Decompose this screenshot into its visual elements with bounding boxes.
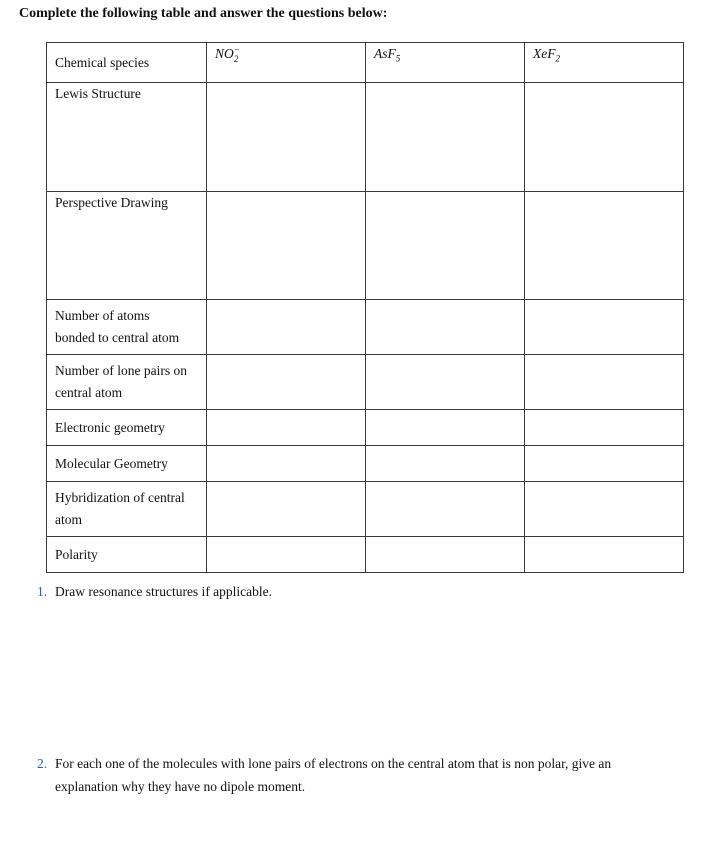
answer-cell[interactable] — [525, 355, 684, 410]
row-label-cell — [47, 446, 207, 482]
answer-cell[interactable] — [207, 410, 366, 446]
row-label-line2: bonded to central atom — [55, 330, 180, 345]
row-label-cell — [47, 83, 207, 192]
table-row-electronic-geometry — [47, 410, 684, 446]
species-xef2-cell — [525, 43, 684, 83]
answer-cell[interactable] — [366, 410, 525, 446]
header-label: Chemical species — [55, 54, 150, 70]
row-label-line1: Number of atoms — [55, 308, 150, 323]
row-label: Molecular Geometry — [55, 455, 168, 471]
answer-cell[interactable] — [207, 537, 366, 573]
chemistry-table — [46, 42, 684, 573]
answer-cell[interactable] — [525, 83, 684, 192]
table-row-lewis — [47, 83, 684, 192]
answer-cell[interactable] — [207, 482, 366, 537]
question-1-text: Draw resonance structures if applicable. — [55, 584, 273, 599]
answer-cell[interactable] — [366, 446, 525, 482]
answer-cell[interactable] — [366, 482, 525, 537]
row-label-cell — [47, 410, 207, 446]
answer-cell[interactable] — [207, 300, 366, 355]
table-row-molecular-geometry — [47, 446, 684, 482]
row-label: Polarity — [55, 546, 98, 562]
row-label-line1: Hybridization of central — [55, 490, 185, 505]
header-row — [47, 43, 684, 83]
page-heading: Complete the following table and answer the questions below: — [19, 6, 388, 21]
row-label-cell — [47, 537, 207, 573]
answer-cell[interactable] — [207, 83, 366, 192]
answer-cell[interactable] — [525, 446, 684, 482]
answer-cell[interactable] — [366, 83, 525, 192]
question-2-number: 2. — [37, 756, 48, 771]
species-asf5-formula: AsF$_5$ — [374, 46, 401, 64]
row-label-cell — [47, 355, 207, 410]
header-label-cell — [47, 43, 207, 83]
table-row-hybridization — [47, 482, 684, 537]
species-asf5-cell — [366, 43, 525, 83]
table-row-perspective — [47, 192, 684, 300]
question-1 — [37, 580, 272, 603]
row-label-line1: Number of lone pairs on — [55, 363, 187, 378]
answer-cell[interactable] — [366, 192, 525, 300]
answer-cell[interactable] — [366, 355, 525, 410]
answer-cell[interactable] — [525, 410, 684, 446]
table-row-polarity — [47, 537, 684, 573]
question-1-number: 1. — [37, 584, 48, 599]
question-2 — [37, 752, 707, 798]
row-label-cell — [47, 192, 207, 300]
answer-cell[interactable] — [207, 355, 366, 410]
row-label-cell — [47, 482, 207, 537]
species-no2-cell — [207, 43, 366, 83]
question-2-text-line2: explanation why they have no dipole moment. — [55, 779, 306, 794]
row-label: Lewis Structure — [55, 86, 141, 101]
answer-cell[interactable] — [207, 446, 366, 482]
table-row-atoms-bonded — [47, 300, 684, 355]
answer-cell[interactable] — [525, 537, 684, 573]
row-label: Electronic geometry — [55, 419, 165, 435]
answer-cell[interactable] — [207, 192, 366, 300]
species-no2-formula: $NO^-_2$ — [215, 44, 240, 64]
species-xef2-formula: XeF$_2$ — [533, 46, 560, 64]
row-label-line2: atom — [55, 512, 82, 527]
answer-cell[interactable] — [525, 300, 684, 355]
question-2-text-line1: For each one of the molecules with lone pairs of electrons on the central atom that is non polar, give an — [55, 756, 612, 771]
table-row-lone-pairs — [47, 355, 684, 410]
answer-cell[interactable] — [366, 300, 525, 355]
row-label-line2: central atom — [55, 385, 123, 400]
answer-cell[interactable] — [525, 482, 684, 537]
answer-cell[interactable] — [366, 537, 525, 573]
row-label-cell — [47, 300, 207, 355]
row-label: Perspective Drawing — [55, 195, 168, 210]
answer-cell[interactable] — [525, 192, 684, 300]
